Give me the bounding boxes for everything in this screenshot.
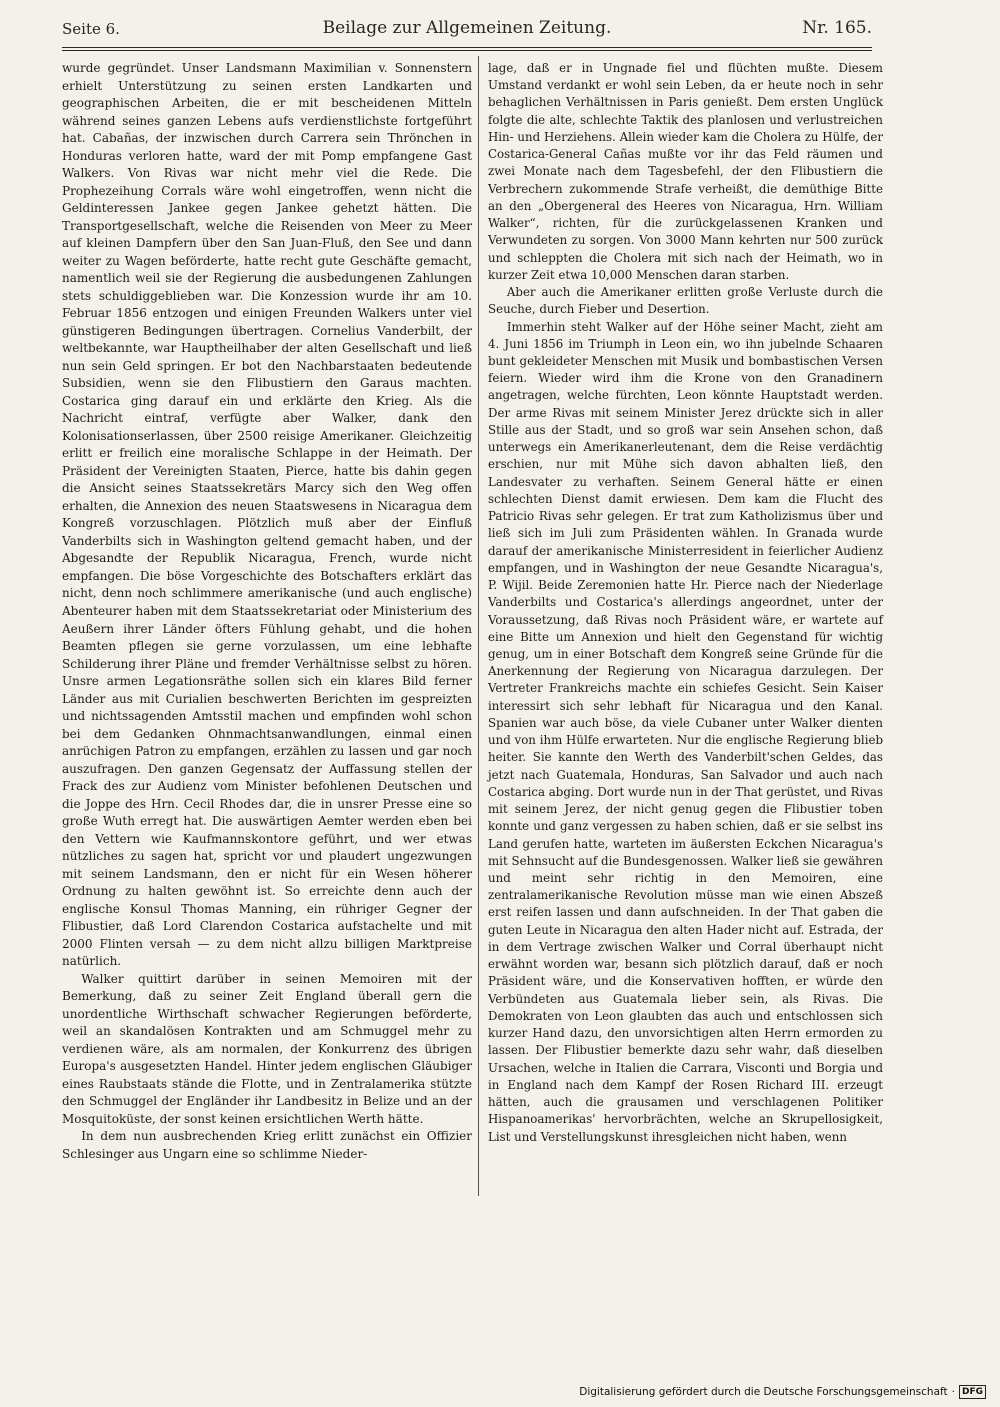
paragraph: lage, daß er in Ungnade fiel und flüchten mußte. Diesem Umstand verdankt er wohl sein Leben, da er heute noch in sehr behaglichen Verhältnissen in Paris genießt. Dem ersten Unglück folgte die alte, schlechte Taktik des planlosen und verlustreichen Hin- und Herziehens. Allein wieder kam die Cholera zu Hülfe, der Costarica-General Cañas mußte vor ihr das Feld räumen und zwei Monate nach dem Tagesbefehl, der den Flibustiern die Verbrechern zukommende Strafe verheißt, die demüthige Bitte an den „Obergeneral des Heeres von Nicaragua, Hrn. William Walker“, richten, für die zurückgelassenen Kranken und Verwundeten zu sorgen. Von 3000 Mann kehrten nur 500 zurück und schleppten die Cholera mit sich nach der Heimath, wo in kurzer Zeit etwa 10,000 Menschen daran starben. [488,61,883,282]
paragraph: Immerhin steht Walker auf der Höhe seiner Macht, zieht am 4. Juni 1856 im Triumph in Leon ein, wo ihn jubelnde Schaaren bunt gekleideter Menschen mit Musik und bombastischen Versen feiern. Wieder wird ihm die Krone von den Granadinern angetragen, welche fürchten, Leon könnte Hauptstadt werden. Der arme Rivas mit seinem Minister Jerez drückte sich in aller Stille aus der Stadt, und so groß war sein Ansehen schon, daß unterwegs ein Amerikanerleutenant, dem die Reise verdächtig erschien, nur mit Mühe sich davon abhalten ließ, den Landesvater zu verhaften. Seinem General hätte er einen schlechten Dienst damit erwiesen. Dem kam die Flucht des Patricio Rivas sehr gelegen. Er trat zum Katholizismus über und ließ sich im Juli zum Präsidenten wählen. In Granada wurde darauf der amerikanische Ministerresident in feierlicher Audienz empfangen, und in Washington der neue Gesandte Nicaragua's, P. Wijil. Beide Zeremonien hatte Hr. Pierce nach der Niederlage Vanderbilts und Costarica's allerdings angeordnet, unter der Voraussetzung, daß Rivas noch Präsident wäre, er wartete auf eine Bitte um Annexion und hielt den Gegenstand für wichtig genug, um in einer Botschaft dem Kongreß seine Gründe für die Anerkennung der Regierung von Nicaragua darzulegen. Der Vertreter Frankreichs machte ein schiefes Gesicht. Sein Kaiser interessirt sich sehr lebhaft für Nicaragua und den Kanal. Spanien war auch böse, da viele Cubaner unter Walker dienten und von ihm Hülfe erwarteten. Nur die englische Regierung blieb heiter. Sie kannte den Werth des Vanderbilt'schen Geldes, das jetzt nach Guatemala, Honduras, San Salvador und auch nach Costarica abging. Dort wurde nun in der That gerüstet, und Rivas mit seinem Jerez, der nicht genug gegen die Flibustier toben konnte und ganz vergessen zu haben schien, daß er sie selbst ins Land gerufen hatte, warteten im äußersten Eckchen Nicaragua's mit Sehnsucht auf die Bundesgenossen. Walker ließ sie gewähren und meint sehr richtig in den Memoiren, eine zentralamerikanische Revolution müsse man wie einen Abszeß erst reifen lassen und dann aufschneiden. In der That gaben die guten Leute in Nicaragua den alten Hader nicht auf. Estrada, der in dem Vertrage zwischen Walker und Corral überhaupt nicht erwähnt worden war, besann sich plötzlich darauf, daß er noch Präsident wäre, und die Konservativen hofften, er würde den Verbündeten aus Guatemala lieber sein, als Rivas. Die Demokraten von Leon glaubten das auch und entschlossen sich kurzer Hand dazu, den unvorsichtigen alten Herrn ermorden zu lassen. Der Flibustier bemerkte dazu sehr wahr, daß dieselben Ursachen, welche in Italien die Carrara, Visconti und Borgia und in England nach dem Kampf der Rosen Richard III. erzeugt hätten, auch die grausamen und verschlagenen Politiker Hispanoamerikas' hervorbrächten, welche an Skrupellosigkeit, List und Verstellungskunst ihresgleichen nicht haben, wenn [488,319,883,1144]
column-divider [478,56,479,1196]
paragraph: Walker quittirt darüber in seinen Memoiren mit der Bemerkung, daß zu seiner Zeit England überall gern die unordentliche Wirthschaft schwacher Regierungen beförderte, weil an skandalösen Kontrakten und am Schmuggel mehr zu verdienen wäre, als am normalen, der Konkurrenz des übrigen Europa's ausgesetzten Handel. Hinter jedem englischen Gläubiger eines Raubstaats stände die Flotte, und in Zentralamerika stützte den Schmuggel der Engländer ihr Landbesitz in Belize und an der Mosquitoküste, der sonst keinen ersichtlichen Werth hätte. [62,971,472,1126]
digitization-footer: Digitalisierung gefördert durch die Deutsche Forschungsgemeinschaft · DFG [579,1383,986,1401]
paragraph: wurde gegründet. Unser Landsmann Maximilian v. Sonnenstern erhielt Unterstützung zu seinen ersten Landkarten und geographischen Arbeiten, die er mit bescheidenen Mitteln während seines ganzen Lebens aufs verdienstlichste fortgeführt hat. Cabañas, der inzwischen durch Carrera sein Thrönchen in Honduras verloren hatte, ward der mit Pomp empfangene Gast Walkers. Von Rivas war nicht mehr viel die Rede. Die Prophezeihung Corrals wäre wohl eingetroffen, wenn nicht die Geldinteressen Jankee gegen Jankee gehetzt hätten. Die Transportgesellschaft, welche die Reisenden von Meer zu Meer auf kleinen Dampfern über den San Juan-Fluß, den See und dann weiter zu Wagen beförderte, hatte recht gute Geschäfte gemacht, namentlich weil sie der Regierung die ausbedungenen Zahlungen stets schuldiggeblieben war. Die Konzession wurde ihr am 10. Februar 1856 entzogen und einigen Freunden Walkers unter viel günstigeren Bedingungen übertragen. Cornelius Vanderbilt, der weltbekannte, war Hauptheilhaber der alten Gesellschaft und ließ nun sein Geld springen. Er bot den Nachbarstaaten bedeutende Subsidien, wenn sie den Flibustiern den Garaus machten. Costarica ging darauf ein und erklärte den Krieg. Als die Nachricht eintraf, verfügte aber Walker, dank den Kolonisationserlassen, über 2500 reisige Amerikaner. Gleichzeitig erlitt er freilich eine moralische Schlappe in der Heimath. Der Präsident der Vereinigten Staaten, Pierce, hatte bis dahin gegen die Ansicht seines Staatssekretärs Marcy sich den Weg offen erhalten, die Annexion des neuen Staatswesens in Nicaragua dem Kongreß vorzuschlagen. Plötzlich muß aber der Einfluß Vanderbilts sich in Washington geltend gemacht haben, und der Abgesandte der Republik Nicaragua, French, wurde nicht empfangen. Die böse Vorgeschichte des Botschafters erklärt das nicht, denn noch schlimmere amerikanische (und auch englische) Abenteurer haben mit dem Staatssekretariat oder Ministerium des Aeußern ihrer Länder öfters Fühlung gehabt, und die hohen Beamten pflegen sie gerne vorzulassen, um eine lebhafte Schilderung ihrer Pläne und fremder Verhältnisse selbst zu hören. Unsre armen Legationsräthe sollen sich ein klares Bild ferner Länder aus mit Curialien beschwerten Berichten im gespreizten und nichtssagenden Amtsstil machen und empfinden wohl schon bei dem Gedanken Ohnmachtsanwandlungen, einmal einen anrüchigen Patron zu empfangen, erzählen zu lassen und gar noch auszufragen. Den ganzen Gegensatz der Auffassung stellen der Frack des zur Audienz vom Minister befohlenen Deutschen und die Joppe des Hrn. Cecil Rhodes dar, die in unsrer Presse eine so große Wuth erregt hat. Die auswärtigen Aemter werden eben bei den Vettern wie Kaufmannskontore geführt, und wer etwas nützliches zu sagen hat, spricht vor und plaudert ungezwungen mit seinem Landsmann, den er nicht für ein Wesen höherer Ordnung zu halten gewöhnt ist. So erreichte denn auch der englische Konsul Thomas Manning, ein rühriger Gegner der Flibustier, daß Lord Clarendon Costarica aufstachelte und mit 2000 Flinten versah — zu dem nicht allzu billigen Marktpreise natürlich. [62,61,472,969]
newspaper-title: Beilage zur Allgemeinen Zeitung. [322,18,612,38]
paragraph: Aber auch die Amerikaner erlitten große Verluste durch die Seuche, durch Fieber und Desertion. [488,285,883,317]
page-number: Seite 6. [62,20,120,38]
paragraph: In dem nun ausbrechenden Krieg erlitt zunächst ein Offizier Schlesinger aus Ungarn eine so schlimme Nieder- [62,1129,472,1161]
header-rule [62,47,872,48]
header-rule-double [62,50,872,51]
left-column [62,60,472,1163]
dfg-logo: DFG [959,1385,986,1399]
right-column [488,60,883,1146]
footer-text: Digitalisierung gefördert durch die Deutsche Forschungsgemeinschaft [579,1386,948,1398]
page-header [62,14,872,44]
issue-number: Nr. 165. [802,18,872,38]
